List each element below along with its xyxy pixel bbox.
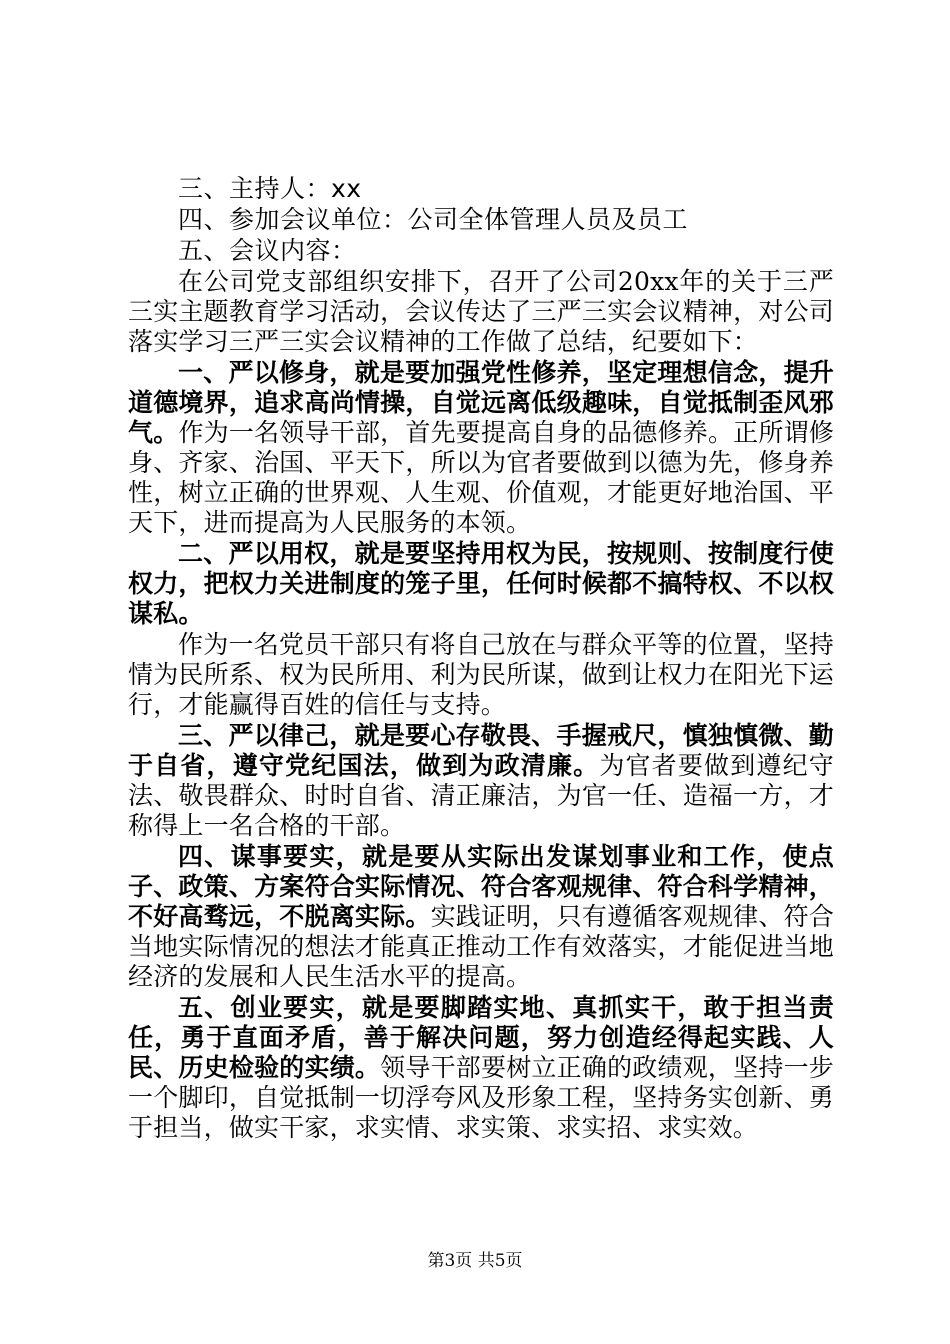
section-paragraph xyxy=(128,721,834,841)
section-paragraph xyxy=(128,993,834,1143)
section-body: 为官者要做到遵纪守法、敬畏群众、时时自省、清正廉洁，为官一任、造福一方，才称得上一名合格的干部。 xyxy=(128,751,834,840)
section-lead: 二、严以用权，就是要坚持用权为民，按规则、按制度行使权力，把权力关进制度的笼子里，任何时候都不搞特权、不以权谋私。 xyxy=(128,539,834,628)
section-paragraph xyxy=(128,358,834,538)
section-paragraph xyxy=(128,630,834,720)
section-lead: 四、谋事要实，就是要从实际出发谋划事业和工作，使点子、政策、方案符合实际情况、符合客观规律、符合科学精神，不好高骛远，不脱离实际。 xyxy=(128,842,834,931)
heading-participants: 四、参加会议单位：公司全体管理人员及员工 xyxy=(178,205,689,234)
section-body: 领导干部要树立正确的政绩观，坚持一步一个脚印，自觉抵制一切浮夸风及形象工程，坚持务实创新、勇于担当，做实干家，求实情、求实策、求实招、求实效。 xyxy=(128,1053,834,1142)
section-lead: 三、严以律己，就是要心存敬畏、手握戒尺，慎独慎微、勤于自省，遵守党纪国法，做到为政清廉。 xyxy=(128,721,834,780)
heading-content: 五、会议内容： xyxy=(178,236,357,265)
page-number-footer: 第3页 共5页 xyxy=(427,1251,523,1271)
section-paragraph xyxy=(128,539,834,629)
section-body: 作为一名党员干部只有将自己放在与群众平等的位置，坚持情为民所系、权为民所用、利为民所谋，做到让权力在阳光下运行，才能赢得百姓的信任与支持。 xyxy=(128,630,834,719)
section-body: 实践证明，只有遵循客观规律、符合当地实际情况的想法才能真正推动工作有效落实，才能促进当地经济的发展和人民生活水平的提高。 xyxy=(128,902,834,991)
section-body: 作为一名领导干部，首先要提高自身的品德修养。正所谓修身、齐家、治国、平天下，所以为官者要做到以德为先，修身养性，树立正确的世界观、人生观、价值观，才能更好地治国、平天下，进而提高为人民服务的本领。 xyxy=(128,418,835,537)
section-lead: 一、严以修身，就是要加强党性修养，坚定理想信念，提升道德境界，追求高尚情操，自觉远离低级趣味，自觉抵制歪风邪气。 xyxy=(128,358,834,447)
intro-paragraph: 在公司党支部组织安排下，召开了公司20xx年的关于三严三实主题教育学习活动，会议传达了三严三实会议精神，对公司落实学习三严三实会议精神的工作做了总结，纪要如下： xyxy=(128,267,834,356)
heading-host: 三、主持人：xx xyxy=(178,174,362,203)
document-body xyxy=(128,174,834,1144)
section-paragraph xyxy=(128,842,834,992)
section-lead: 五、创业要实，就是要脚踏实地、真抓实干，敢于担当责任，勇于直面矛盾，善于解决问题，努力创造经得起实践、人民、历史检验的实绩。 xyxy=(128,993,834,1082)
